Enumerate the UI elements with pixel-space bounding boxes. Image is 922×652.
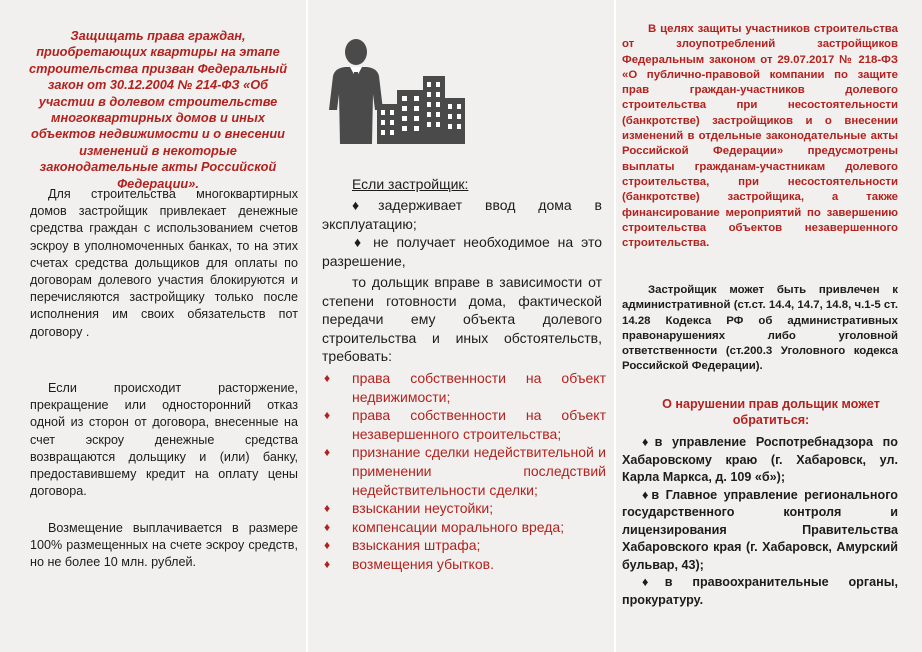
diamond-bullet-icon: ♦ bbox=[324, 408, 331, 423]
diamond-bullet-icon: ♦ bbox=[324, 556, 331, 571]
contact-item: ♦в правоохранительные органы, прокуратуру. bbox=[622, 575, 898, 607]
liability-paragraph: Застройщик может быть привлечен к административной (ст.ст. 14.4, 14.7, 14.8, ч.1-5 ст. 14.28 Кодекса РФ об административных правонарушениях либо уголовной ответственности (ст.200.3 Уголовного кодекса Российской Федерации). bbox=[622, 284, 898, 373]
contact-item: ♦в управление Роспотребнадзора по Хабаровскому краю (г. Хабаровск, ул. Карла Маркса, д. 109 «б»); bbox=[622, 435, 898, 484]
contact-item: ♦в Главное управление регионального государственного контроля и лицензирования Правительства Хабаровского края (г. Хабаровск, Амурский бульвар, 43); bbox=[622, 487, 898, 572]
compensation-paragraph: Возмещение выплачивается в размере 100% размещенных на счете эскроу средств, но не более 10 млн. рублей. bbox=[30, 521, 298, 570]
diamond-bullet-icon: ♦ bbox=[352, 197, 379, 213]
demand-item: ♦ признание сделки недействительной и применении последствий недействительности сделки; bbox=[324, 444, 606, 498]
shareholder-rights-lead: то дольщик вправе в зависимости от степени готовности дома, фактической передачи ему объекта долевого строительства и иных обстоятельств, требовать: bbox=[322, 274, 602, 365]
where-to-complain-heading: О нарушении прав дольщик может обратиться: bbox=[662, 397, 880, 427]
diamond-bullet-icon: ♦ bbox=[324, 538, 331, 553]
businessman-with-buildings-icon bbox=[317, 32, 469, 144]
diamond-bullet-icon: ♦ bbox=[642, 575, 665, 589]
demand-item: ♦ компенсации морального вреда; bbox=[324, 518, 565, 535]
diamond-bullet-icon: ♦ bbox=[324, 445, 331, 460]
condition-item: ♦ не получает необходимое на это разрешение, bbox=[322, 234, 602, 269]
diamond-bullet-icon: ♦ bbox=[324, 519, 331, 534]
demand-item: ♦ возмещения убытков. bbox=[324, 555, 494, 572]
escrow-paragraph: Для строительства многоквартирных домов застройщик привлекает денежные средства граждан с использованием счетов эскроу в уполномоченных банках, то на этих счетах средства дольщиков для оплаты по договорам долевого участия блокируются и перечисляются застройщику только после исполнения им своих обязательств пот договору . bbox=[30, 187, 298, 339]
termination-paragraph: Если происходит расторжение, прекращение или односторонний отказ одной из сторон от договора, внесенные на счет эскроу денежные средства возвращаются дольщику и (или) банку, предоставившему кредит на оплату цены договора. bbox=[30, 381, 298, 499]
diamond-bullet-icon: ♦ bbox=[642, 435, 655, 449]
contacts-list bbox=[622, 434, 898, 609]
law-214-intro: Защищать права граждан, приобретающих квартиры на этапе строительства призван Федеральный закон от 30.12.2004 № 214-ФЗ «Об участии в долевом строительстве многоквартирных домов и иных объектов недвижимости и о внесении изменений в некоторые законодательные акты Российской Федерации». bbox=[28, 28, 288, 191]
law-218-paragraph: В целях защиты участников строительства от злоупотреблений застройщиков Федеральным законом от 29.07.2017 № 218-ФЗ «О публично-правовой компании по защите прав граждан-участников долевого строительства при несостоятельности (банкротстве) застройщиков и о внесении изменений в отдельные законодательные акты Российской Федерации» предусмотрены выплаты гражданам-участникам долевого строительства, при несостоятельности (банкротстве) застройщика, а также финансирование мероприятий по завершению строительства объектов незавершенного строительства. bbox=[622, 23, 898, 250]
demand-item: ♦ взыскания штрафа; bbox=[324, 537, 481, 554]
demand-item: ♦ права собственности на объект незавершенного строительства; bbox=[324, 407, 606, 442]
diamond-bullet-icon: ♦ bbox=[324, 501, 331, 516]
if-developer-heading: Если застройщик: bbox=[352, 176, 469, 192]
demand-item: ♦ взыскании неустойки; bbox=[324, 500, 494, 517]
diamond-bullet-icon: ♦ bbox=[642, 487, 652, 502]
developer-conditions bbox=[322, 196, 602, 270]
diamond-bullet-icon: ♦ bbox=[354, 234, 366, 251]
diamond-bullet-icon: ♦ bbox=[324, 371, 331, 385]
demands-list bbox=[322, 369, 606, 574]
condition-item: ♦задерживает ввод дома в эксплуатацию; bbox=[322, 197, 602, 232]
demand-item: ♦ права собственности на объект недвижимости; bbox=[324, 370, 606, 405]
